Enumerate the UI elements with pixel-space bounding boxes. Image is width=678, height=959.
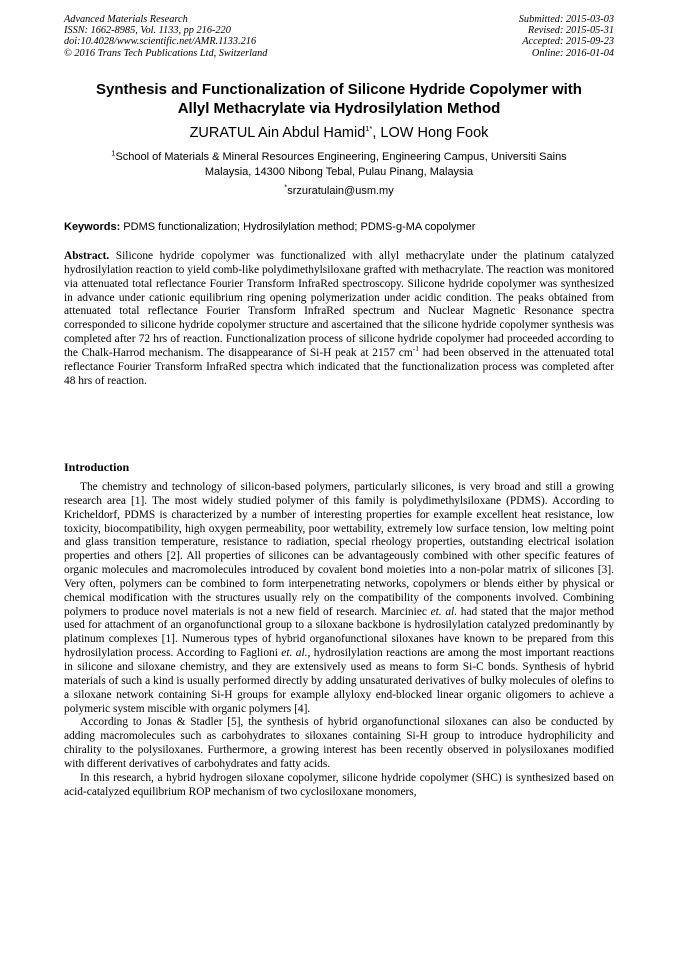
submitted-date: Submitted: 2015-03-03 bbox=[518, 14, 614, 25]
keywords bbox=[64, 220, 614, 234]
title-line-2: Allyl Methacrylate via Hydrosilylation Method bbox=[177, 100, 501, 117]
keywords-text: PDMS functionalization; Hydrosilylation method; PDMS-g-MA copolymer bbox=[120, 221, 476, 233]
affiliation bbox=[64, 150, 614, 179]
publication-dates bbox=[519, 14, 614, 59]
intro-paragraph-3: In this research, a hybrid hydrogen siloxane copolymer, silicone hydride copolymer (SHC) is synthesized based on acid-catalyzed equilibrium ROP mechanism of two cyclosiloxane monomers, bbox=[64, 771, 614, 798]
affiliation-line-1: $^1$School of Materials & Mineral Resources Engineering, Engineering Campus, Universiti Sains bbox=[111, 148, 567, 163]
online-date: Online: 2016-01-04 bbox=[531, 47, 614, 59]
author-2: LOW Hong Fook bbox=[380, 125, 489, 141]
revised-date: Revised: 2015-05-31 bbox=[527, 25, 614, 37]
introduction-body bbox=[64, 481, 614, 799]
email-mark: * bbox=[284, 182, 288, 192]
copyright-line: © 2016 Trans Tech Publications Ltd, Switzerland bbox=[64, 47, 268, 59]
journal-info bbox=[64, 14, 267, 59]
paper-title bbox=[64, 80, 614, 118]
abstract: Abstract. Silicone hydride copolymer was functionalized with allyl methacrylate under the platinum catalyzed hydrosilylation reaction to yield comb-like polydimethylsiloxane grafted with methacrylate. The reaction was monitored via attenuated total reflectance Fourier Transform InfraRed spectroscopy. Silicone hydride copolymer was synthesized in advance under cationic equilibrium ring opening polymerization under acidic condition. The peaks obtained from attenuated total reflectance Fourier Transform InfraRed spectrum and Nuclear Magnetic Resonance spectra corresponded to silicone hydride copolymer structure and ascertained that the silicone hydride copolymer synthesis was completed after 72 hrs of reaction. Functionalization process of silicone hydride copolymer had proceeded according to the Chalk-Harrod mechanism. The disappearance of Si-H peak at 2157 $cm^{-1}$ had been observed in the attenuated total reflectance Fourier Transform InfraRed spectra which indicated that the functionalization process was completed after 48 hrs of reaction. bbox=[64, 250, 614, 387]
keywords-label: Keywords: bbox=[64, 221, 121, 233]
intro-paragraph-1: The chemistry and technology of silicon-based polymers, particularly silicones, is very broad and still a growing research area [1]. The most widely studied polymer of this family is polydimethylsiloxane (PDMS). According to Kricheldorf, PDMS is characterized by a number of interesting properties for example excellent heat resistance, low toxicity, biocompatibility, high oxygen permeability, poor wettability, extremely low surface tension, low melting point and glass transition temperature, resistance to radiation, special rheology properties, outstanding electrical isolation properties and others [2]. All properties of silicones can be advantageously combined with other specific features of organic molecules and macromolecules introduced by covalent bond moieties into a non-polar matrix of silicones [3]. Very often, polymers can be combined to form interpenetrating networks, copolymers or blends either by physical or chemical modification with the structures usually rely on the compatibility of the components involved. Combining polymers to produce novel materials is not a new field of research. Marciniec et. al. had stated that the major method used for attachment of an organofunctional group to a siloxane backbone is hydrosilylation catalyzed predominantly by platinum complexes [1]. Numerous types of hybrid organofunctional siloxanes have known to be prepared from this hydrosilylation process. According to Faglioni et. al., hydrosilylation reactions are among the most important reactions in silicone and siloxane chemistry, and they are extensively used as means to form Si-C bonds. Synthesis of hybrid materials of such a kind is usually performed directly by adding unsaturated derivatives of bulky molecules of olefins to a siloxane network containing Si-H groups for example allyloxy end-blocked linear organic oligomers to achieve a polymeric system miscible with organic polymers [4]. bbox=[64, 481, 615, 715]
author-separator: , bbox=[372, 125, 381, 141]
issn-line: ISSN: 1662-8985, Vol. 1133, pp 216-220 bbox=[64, 25, 231, 37]
author-1-mark: 1* bbox=[365, 124, 373, 134]
affiliation-mark: 1 bbox=[111, 148, 116, 158]
abstract-label: Abstract. bbox=[64, 250, 110, 262]
intro-paragraph-2: According to Jonas & Stadler [5], the synthesis of hybrid organofunctional siloxanes can also be conducted by adding macromolecules such as carbohydrates to siloxanes containing Si-H group to introduce hydrophilicity and chirality to the polysiloxanes. Furthermore, a growing interest has been recently observed in polysiloxanes modified with different derivatives of carbohydrates and fatty acids. bbox=[64, 716, 614, 770]
author-1: ZURATUL Ain Abdul Hamid bbox=[189, 125, 366, 141]
email-address[interactable]: srzuratulain@usm.my bbox=[287, 185, 394, 197]
title-line-1: Synthesis and Functionalization of Silicone Hydride Copolymer with bbox=[96, 81, 582, 98]
author-list bbox=[64, 124, 614, 142]
journal-name: Advanced Materials Research bbox=[64, 14, 188, 25]
contact-email bbox=[64, 184, 614, 198]
accepted-date: Accepted: 2015-09-23 bbox=[522, 36, 614, 48]
doi-line: doi:10.4028/www.scientific.net/AMR.1133.216 bbox=[64, 36, 257, 48]
introduction-heading: Introduction bbox=[64, 460, 130, 474]
abstract-unit-superscript: -1 bbox=[412, 344, 419, 354]
affiliation-line-2: Malaysia, 14300 Nibong Tebal, Pulau Pinang, Malaysia bbox=[204, 165, 474, 178]
